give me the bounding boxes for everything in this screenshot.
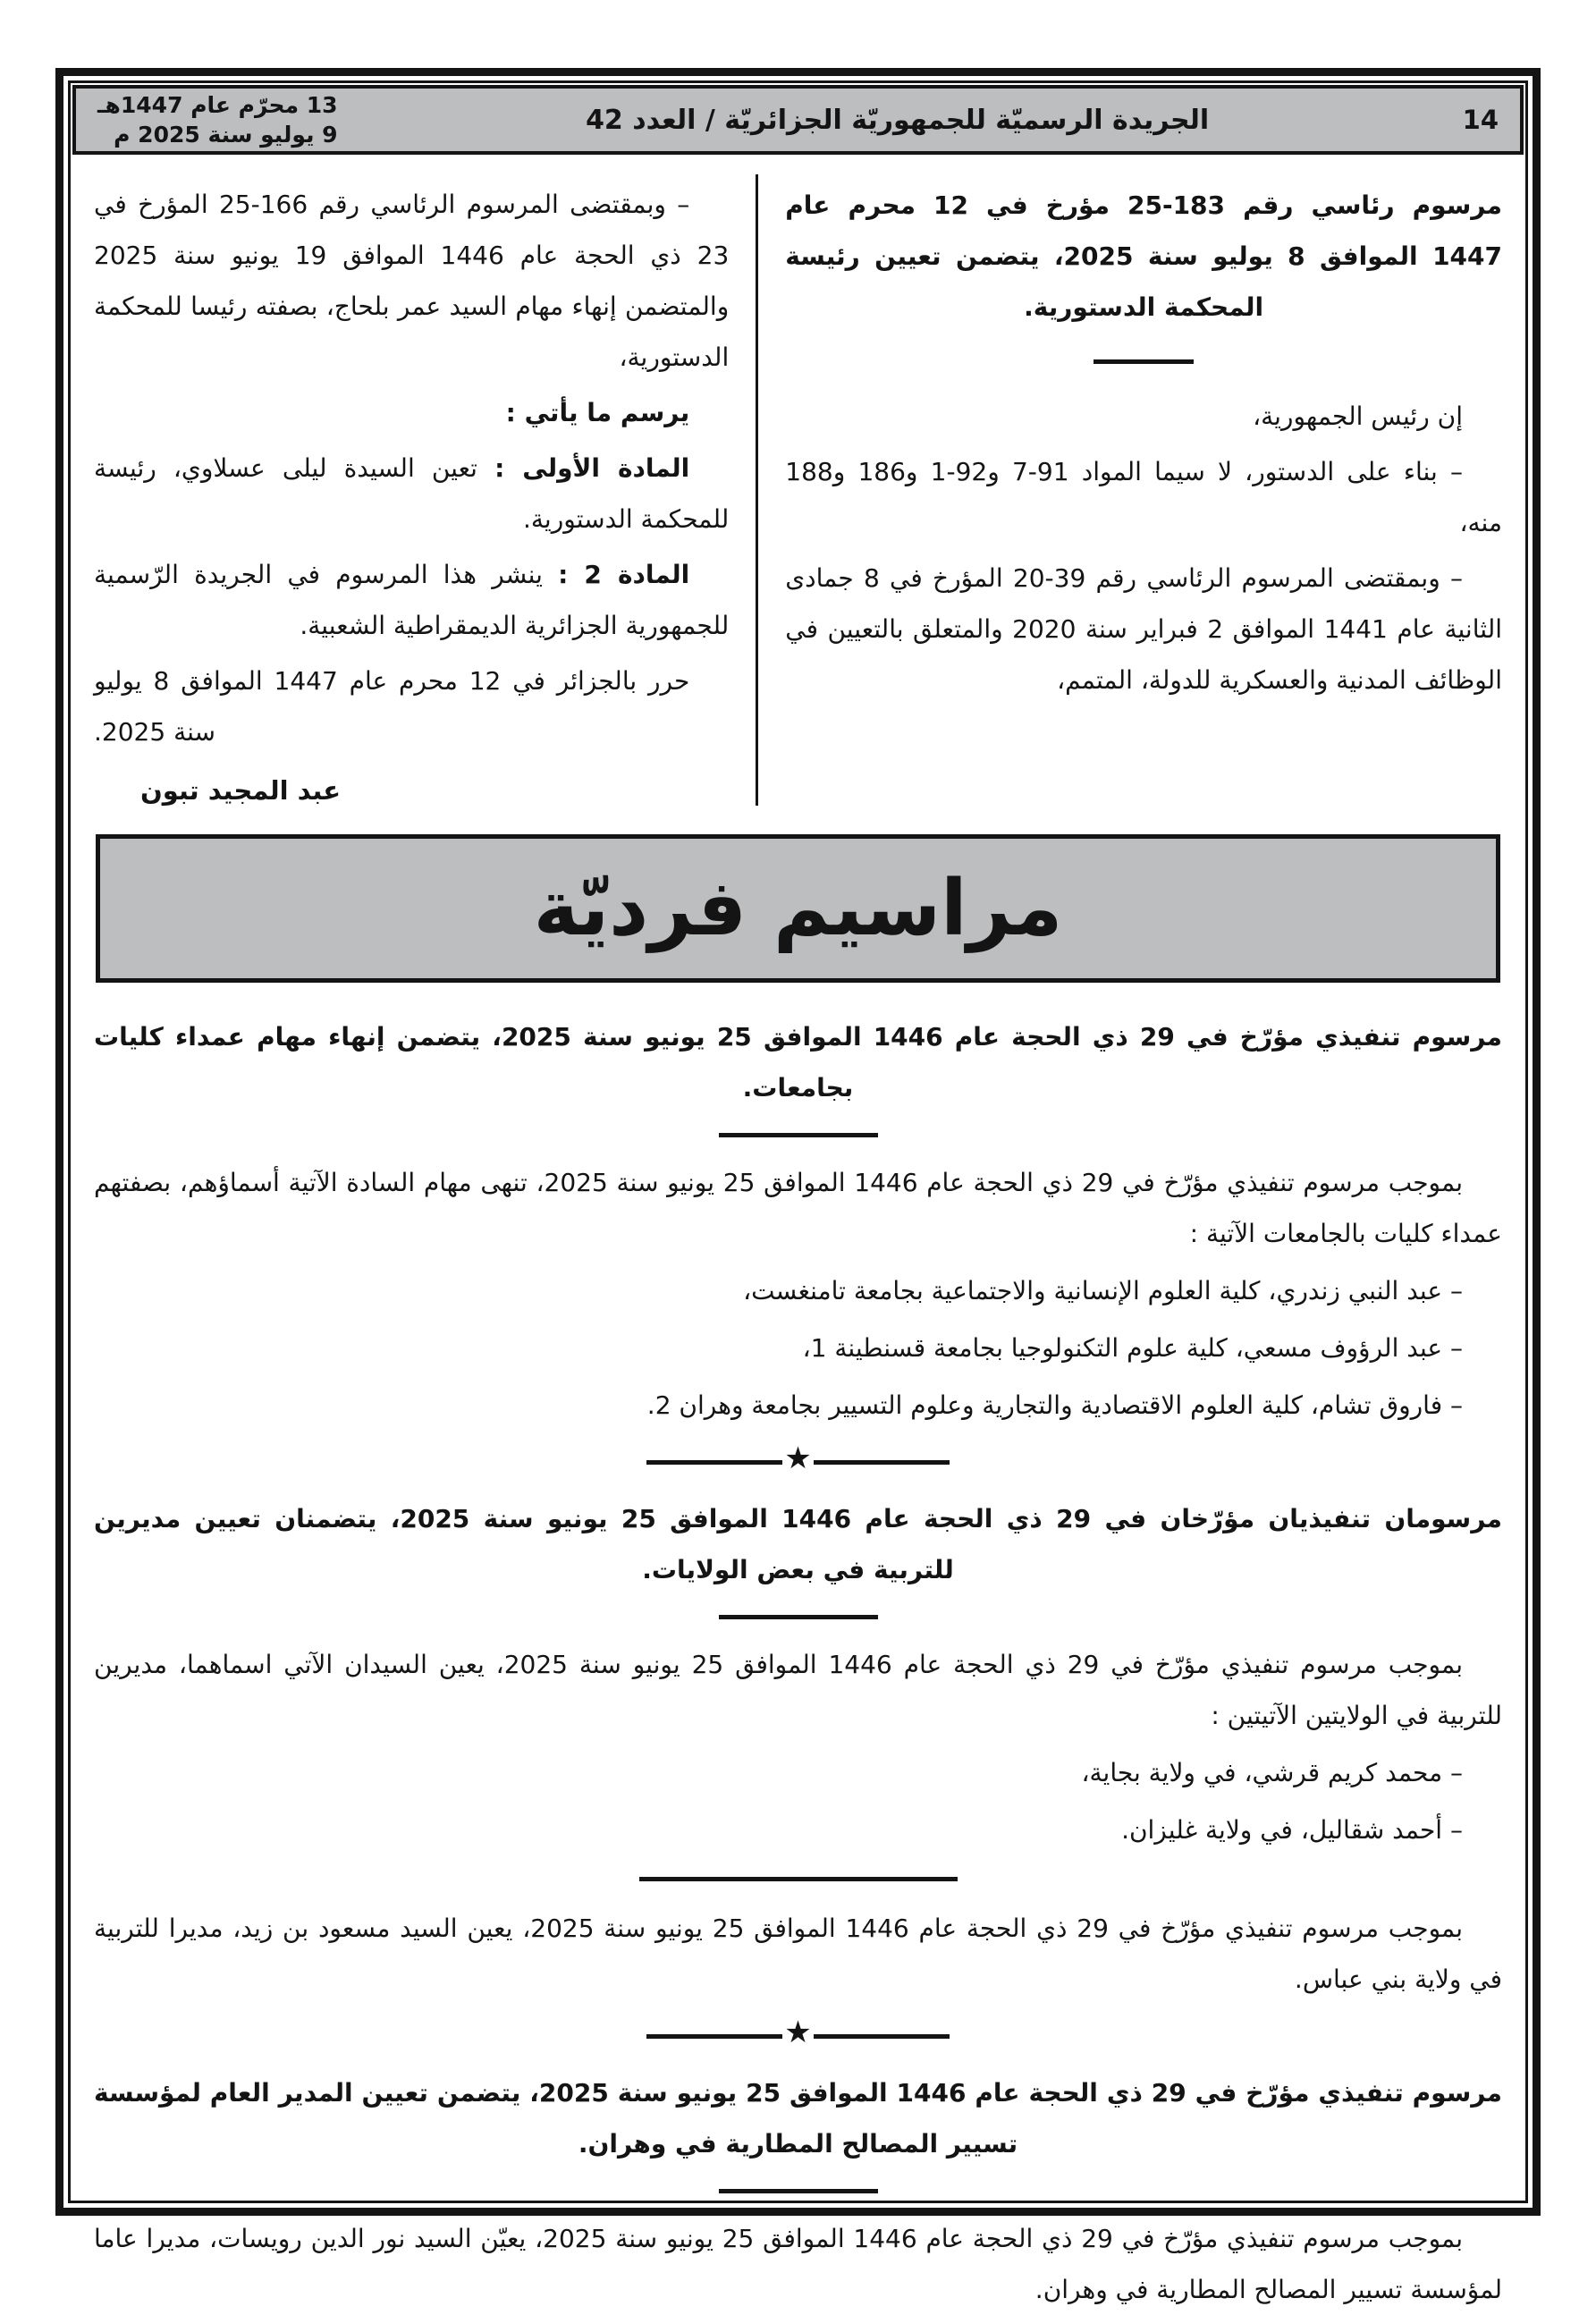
- gazette-title: الجريدة الرسميّة للجمهوريّة الجزائريّة / العدد 42: [586, 104, 1210, 136]
- separator-bar: [646, 2034, 782, 2039]
- signature: عبد المجيد تبون: [140, 775, 342, 806]
- column-left: [94, 174, 756, 806]
- date-hijri: 13 محرّم عام 1447هـ: [97, 92, 338, 118]
- visa-decree-39-20: – وبمقتضى المرسوم الرئاسي رقم 39-20 المؤرخ في 8 جمادى الثانية عام 1441 الموافق 2 فبراير سنة 2020 والمتعلق بالتعيين في الوظائف المدنية والعسكرية للدولة، المتمم،: [785, 563, 1503, 695]
- decree-heading: مرسوم رئاسي رقم 183-25 مؤرخ في 12 محرم عام 1447 الموافق 8 يوليو سنة 2025، يتضمن تعيين رئيسة المحكمة الدستورية.: [785, 190, 1502, 322]
- deans-decree-heading: مرسوم تنفيذي مؤرّخ في 29 ذي الحجة عام 1446 الموافق 25 يونيو سنة 2025، يتضمن إنهاء مهام عمداء كليات بجامعات.: [94, 1022, 1503, 1103]
- section-banner-title: مراسيم فرديّة: [533, 864, 1063, 953]
- list-item: – عبد الرؤوف مسعي، كلية علوم التكنولوجيا بجامعة قسنطينة 1،: [802, 1333, 1463, 1363]
- masthead: [72, 85, 1524, 155]
- star-separator: [94, 2015, 1502, 2051]
- date-gregorian: 9 يوليو سنة 2025 م: [114, 122, 338, 148]
- deans-decree-body: بموجب مرسوم تنفيذي مؤرّخ في 29 ذي الحجة عام 1446 الموافق 25 يونيو سنة 2025، تنهى مهام السادة الآتية أسماؤهم، بصفتهم عمداء كليات بالجامعات الآتية :: [94, 1168, 1502, 1248]
- page-number: 14: [1462, 105, 1499, 135]
- rule-separator: [719, 2189, 878, 2193]
- airport-decree-heading: مرسوم تنفيذي مؤرّخ في 29 ذي الحجة عام 1446 الموافق 25 يونيو سنة 2025، يتضمن تعيين المدير العام لمؤسسة تسيير المصالح المطارية في وهران.: [94, 2078, 1502, 2159]
- airport-decree-body: بموجب مرسوم تنفيذي مؤرّخ في 29 ذي الحجة عام 1446 الموافق 25 يونيو سنة 2025، يعيّن السيد نور الدين رويسات، مديرا عاما لمؤسسة تسيير المصالح المطارية في وهران.: [94, 2224, 1502, 2304]
- star-icon: ★: [784, 2015, 812, 2050]
- rule-separator: [719, 1615, 878, 1619]
- page-frame: [68, 80, 1528, 2304]
- rule-separator: [639, 1877, 958, 1881]
- decree-intro: إن رئيس الجمهورية،: [1253, 401, 1463, 431]
- signed-at: حرر بالجزائر في 12 محرم عام 1447 الموافق 8 يوليو سنة 2025.: [94, 666, 690, 747]
- education-decree-body-1: بموجب مرسوم تنفيذي مؤرّخ في 29 ذي الحجة عام 1446 الموافق 25 يونيو سنة 2025، يعين السيدان الآتي اسماهما، مديرين للتربية في الولايتين الآتيتين :: [94, 1650, 1502, 1730]
- separator-bar: [814, 2034, 950, 2039]
- article-1-text: تعين السيدة ليلى عسلاوي، رئيسة للمحكمة الدستورية.: [94, 453, 730, 534]
- list-item: – فاروق تشام، كلية العلوم الاقتصادية والتجارية وعلوم التسيير بجامعة وهران 2.: [646, 1390, 1463, 1420]
- list-item: – محمد كريم قرشي، في ولاية بجاية،: [1081, 1758, 1463, 1787]
- separator-bar: [814, 1460, 950, 1465]
- article-1-label: المادة الأولى :: [494, 453, 690, 483]
- list-item: – أحمد شقاليل، في ولاية غليزان.: [1121, 1815, 1463, 1845]
- column-right: [756, 174, 1502, 806]
- masthead-date: [97, 90, 338, 149]
- visa-decree-166-25: – وبمقتضى المرسوم الرئاسي رقم 166-25 المؤرخ في 23 ذي الحجة عام 1446 الموافق 19 يونيو سنة 2025 والمتضمن إنهاء مهام السيد عمر بلحاج، بصفته رئيسا للمحكمة الدستورية،: [94, 190, 730, 372]
- article-2: [94, 549, 729, 651]
- education-decree-body-2: بموجب مرسوم تنفيذي مؤرّخ في 29 ذي الحجة عام 1446 الموافق 25 يونيو سنة 2025، يعين السيد مسعود بن زيد، مديرا للتربية في ولاية بني عباس.: [94, 1914, 1502, 1994]
- article-1: [94, 443, 729, 545]
- article-2-text: ينشر هذا المرسوم في الجريدة الرّسمية للجمهورية الجزائرية الديمقراطية الشعبية.: [94, 560, 730, 640]
- list-item: – عبد النبي زندري، كلية العلوم الإنسانية والاجتماعية بجامعة تامنغست،: [743, 1276, 1463, 1305]
- article-2-label: المادة 2 :: [558, 560, 690, 589]
- visa-constitution: – بناء على الدستور، لا سيما المواد 91-7 و92-1 و186 و188 منه،: [785, 457, 1502, 537]
- star-icon: ★: [784, 1441, 812, 1476]
- presidential-decree-section: [94, 174, 1502, 806]
- rule-separator: [719, 1133, 878, 1137]
- section-banner: [96, 834, 1500, 983]
- enacting-formula: يرسم ما يأتي :: [505, 398, 690, 427]
- separator-bar: [646, 1460, 782, 1465]
- star-separator: [94, 1441, 1502, 1477]
- education-decrees-heading: مرسومان تنفيذيان مؤرّخان في 29 ذي الحجة عام 1446 الموافق 25 يونيو سنة 2025، يتضمنان تعيين مديرين للتربية في بعض الولايات.: [94, 1504, 1502, 1584]
- page-content: [71, 174, 1525, 2315]
- rule-separator: [1094, 359, 1194, 364]
